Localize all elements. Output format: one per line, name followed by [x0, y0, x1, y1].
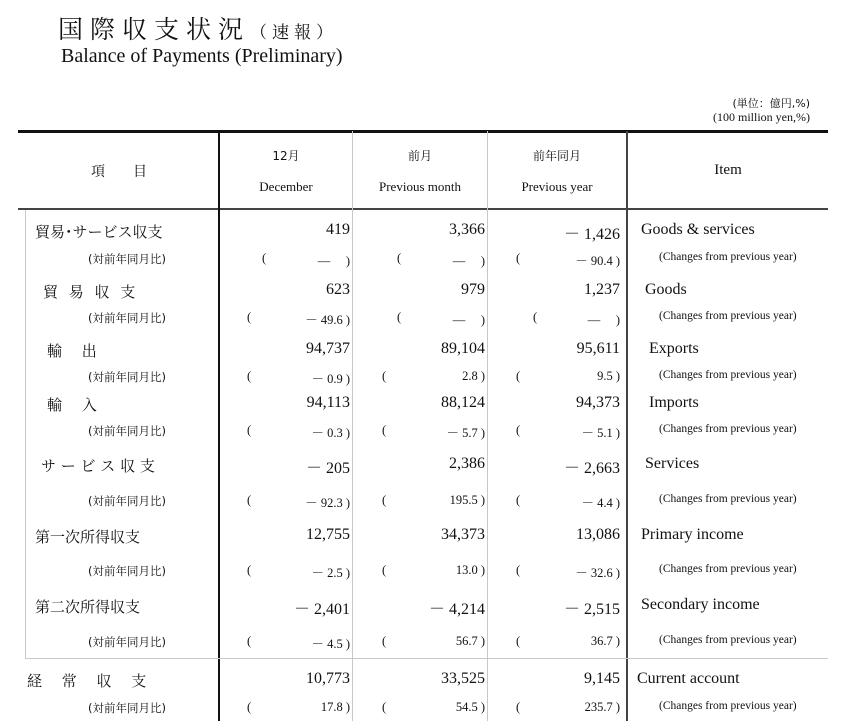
header-col-prev-year-jp: 前年同月 — [532, 149, 581, 163]
header-item-en: Item — [714, 162, 742, 178]
change-value: － 4.4 ) — [581, 496, 620, 510]
paren: ( — [516, 251, 521, 265]
header-col-previous-year — [488, 147, 626, 195]
paren: ( — [262, 251, 267, 265]
change-label-jp: (対前年同月比) — [88, 635, 166, 649]
change-value: 9.5 ) — [597, 369, 620, 383]
paren: ( — [382, 563, 387, 577]
column-divider-item — [218, 131, 220, 721]
row-label-exports: 輸 出 — [47, 342, 97, 360]
paren: ( — [533, 310, 538, 324]
column-divider-prev-month — [487, 131, 488, 721]
value-previous-year: 9,145 — [584, 670, 620, 687]
header-col-december-en: December — [259, 179, 313, 194]
paren: ( — [397, 310, 402, 324]
value-previous-year: 95,611 — [576, 340, 620, 357]
paren: ( — [382, 369, 387, 383]
header-col-december-jp: 12月 — [272, 149, 300, 163]
change-label-jp: (対前年同月比) — [88, 494, 166, 508]
group-bottom-border — [25, 658, 828, 659]
paren: ( — [247, 423, 252, 437]
value-previous-year: － 2,515 — [563, 601, 620, 618]
paren: ( — [247, 563, 252, 577]
value-previous-year: － 1,426 — [563, 226, 620, 243]
change-value: 54.5 ) — [455, 700, 485, 714]
row-label-en: Imports — [649, 394, 699, 411]
change-label-en: (Changes from previous year) — [659, 563, 797, 575]
row-label-goods-services: 貿易･サービス収支 — [35, 223, 163, 241]
value-previous-month: 979 — [461, 281, 485, 298]
change-label-jp: (対前年同月比) — [88, 370, 166, 384]
change-value: － 92.3 ) — [305, 496, 350, 510]
value-previous-month: 2,386 — [449, 455, 485, 472]
table-top-border — [18, 130, 828, 133]
change-value: 56.7 ) — [455, 634, 485, 648]
paren: ( — [247, 310, 252, 324]
page-title-japanese — [58, 10, 338, 46]
paren: ( — [516, 700, 521, 714]
value-previous-year: － 2,663 — [563, 460, 620, 477]
header-col-prev-month-en: Previous month — [379, 179, 461, 194]
paren: ( — [397, 251, 402, 265]
change-value: － 4.5 ) — [311, 637, 350, 651]
header-col-prev-month-jp: 前月 — [407, 149, 432, 163]
header-item-jp: 項 目 — [91, 164, 147, 180]
paren: ( — [516, 634, 521, 648]
unit-note-english: (100 million yen,%) — [713, 110, 810, 124]
row-label-en: Goods & services — [641, 221, 755, 238]
value-previous-month: 34,373 — [441, 526, 485, 543]
row-label-en: Current account — [637, 670, 740, 687]
change-value: ― ) — [452, 313, 485, 327]
change-value: 235.7 ) — [584, 700, 620, 714]
change-label-jp: (対前年同月比) — [88, 252, 166, 266]
value-december: 623 — [326, 281, 350, 298]
change-value: ― ) — [587, 313, 620, 327]
change-label-jp: (対前年同月比) — [88, 424, 166, 438]
paren: ( — [516, 493, 521, 507]
column-divider-month — [352, 131, 353, 721]
change-value: － 5.1 ) — [581, 426, 620, 440]
change-value: － 32.6 ) — [575, 566, 620, 580]
header-col-prev-year-en: Previous year — [521, 179, 593, 194]
change-label-en: (Changes from previous year) — [659, 493, 797, 505]
page-title-english: Balance of Payments (Preliminary) — [61, 45, 343, 67]
change-value: － 90.4 ) — [575, 254, 620, 268]
value-december: 419 — [326, 221, 350, 238]
row-label-goods: 貿 易 収 支 — [43, 283, 139, 301]
value-december: － 205 — [305, 460, 350, 477]
change-value: 2.8 ) — [462, 369, 485, 383]
value-previous-month: 88,124 — [441, 394, 485, 411]
paren: ( — [382, 634, 387, 648]
header-col-previous-month — [353, 147, 487, 195]
paren: ( — [516, 369, 521, 383]
row-label-current-account: 経 常 収 支 — [27, 672, 147, 690]
value-december: 12,755 — [306, 526, 350, 543]
change-value: － 2.5 ) — [311, 566, 350, 580]
paren: ( — [516, 563, 521, 577]
row-label-en: Services — [645, 455, 700, 472]
paren: ( — [247, 634, 252, 648]
value-previous-month: 33,525 — [441, 670, 485, 687]
paren: ( — [382, 493, 387, 507]
value-december: 94,113 — [306, 394, 350, 411]
change-value: － 5.7 ) — [446, 426, 485, 440]
paren: ( — [516, 423, 521, 437]
row-label-en: Goods — [645, 281, 687, 298]
paren: ( — [247, 700, 252, 714]
value-previous-year: 94,373 — [576, 394, 620, 411]
row-label-primary-income: 第一次所得収支 — [35, 528, 141, 546]
paren: ( — [247, 369, 252, 383]
change-label-en: (Changes from previous year) — [659, 700, 797, 712]
paren: ( — [247, 493, 252, 507]
change-value: ― ) — [452, 254, 485, 268]
change-label-en: (Changes from previous year) — [659, 634, 797, 646]
value-previous-year: 13,086 — [576, 526, 620, 543]
paren: ( — [382, 423, 387, 437]
change-label-en: (Changes from previous year) — [659, 310, 797, 322]
change-value: 13.0 ) — [455, 563, 485, 577]
title-jp-main: 国際収支状況 — [58, 15, 251, 44]
change-label-jp: (対前年同月比) — [88, 564, 166, 578]
change-value: 17.8 ) — [320, 700, 350, 714]
value-previous-month: － 4,214 — [428, 601, 485, 618]
title-jp-suffix: （速報） — [250, 23, 339, 43]
change-value: 195.5 ) — [449, 493, 485, 507]
change-value: ― ) — [317, 254, 350, 268]
value-previous-month: 3,366 — [449, 221, 485, 238]
change-value: － 0.9 ) — [311, 372, 350, 386]
change-label-en: (Changes from previous year) — [659, 369, 797, 381]
column-divider-english — [626, 131, 628, 721]
change-value: 36.7 ) — [590, 634, 620, 648]
group-left-border — [25, 210, 26, 658]
row-label-services: サ ー ビ ス 収 支 — [41, 457, 155, 475]
unit-note-japanese: (単位：億円,%) — [732, 97, 810, 110]
change-label-en: (Changes from previous year) — [659, 423, 797, 435]
row-label-secondary-income: 第二次所得収支 — [35, 598, 141, 616]
row-label-imports: 輸 入 — [47, 396, 97, 414]
change-label-en: (Changes from previous year) — [659, 251, 797, 263]
change-value: － 0.3 ) — [311, 426, 350, 440]
value-december: 94,737 — [306, 340, 350, 357]
value-december: 10,773 — [306, 670, 350, 687]
change-value: － 49.6 ) — [305, 313, 350, 327]
header-col-december — [220, 147, 352, 195]
change-label-jp: (対前年同月比) — [88, 701, 166, 715]
change-label-jp: (対前年同月比) — [88, 311, 166, 325]
header-bottom-border — [18, 208, 828, 210]
paren: ( — [382, 700, 387, 714]
value-previous-month: 89,104 — [441, 340, 485, 357]
row-label-en: Primary income — [641, 526, 744, 543]
value-december: － 2,401 — [293, 601, 350, 618]
row-label-en: Exports — [649, 340, 699, 357]
row-label-en: Secondary income — [641, 596, 760, 613]
value-previous-year: 1,237 — [584, 281, 620, 298]
